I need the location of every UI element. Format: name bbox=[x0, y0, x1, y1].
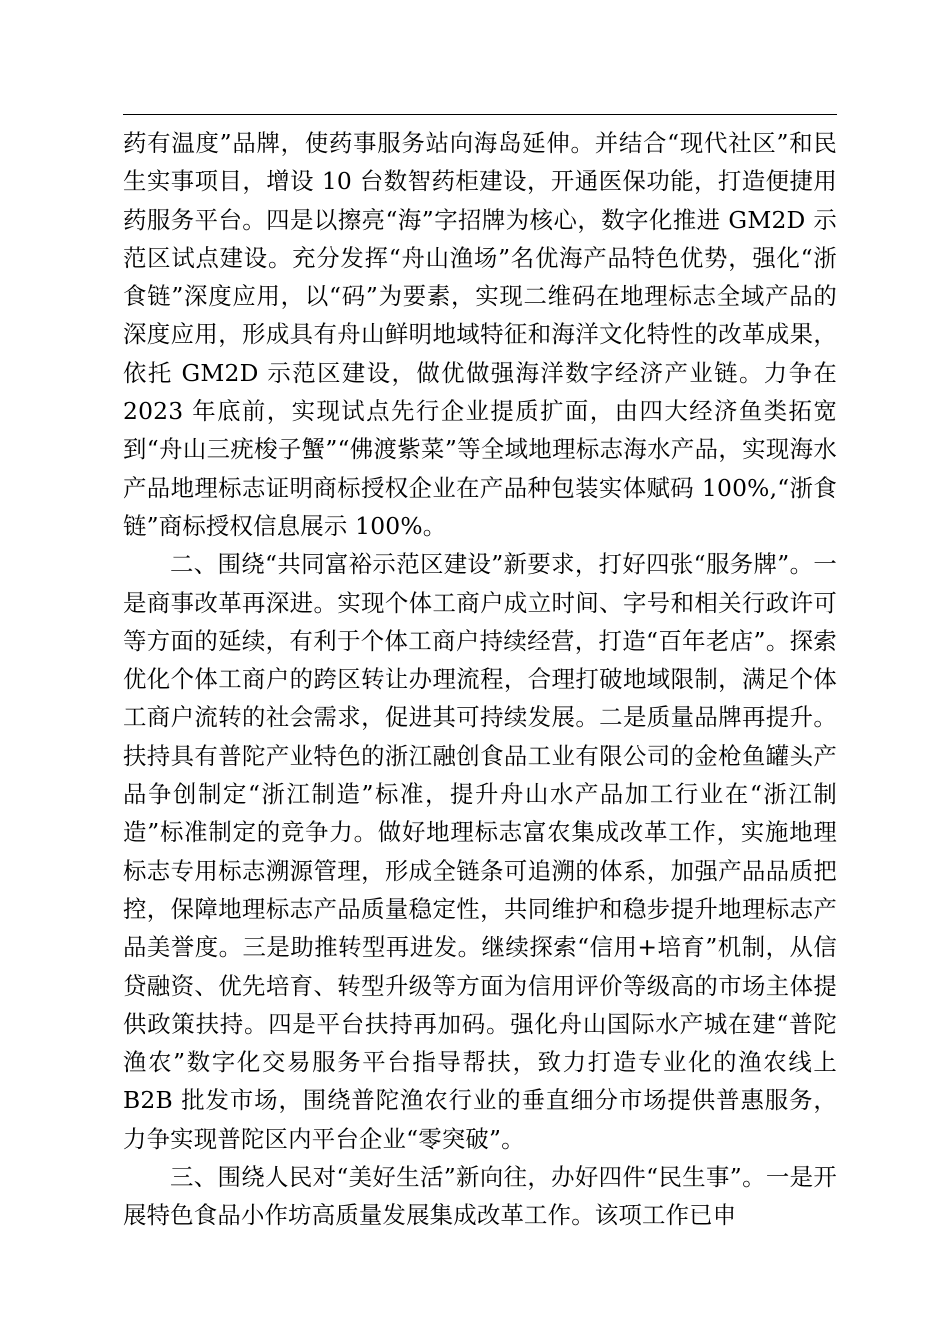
paragraph-section-three: 三、围绕人民对“美好生活”新向往，办好四件“民生事”。一是开展特色食品小作坊高质量发展集成改革工作。该项工作已申 bbox=[123, 1163, 837, 1230]
header-rule bbox=[123, 114, 837, 115]
paragraph-section-two: 二、围绕“共同富裕示范区建设”新要求，打好四张“服务牌”。一是商事改革再深进。实现个体工商户成立时间、字号和相关行政许可等方面的延续，有利于个体工商户持续经营，打造“百年老店”。探索优化个体工商户的跨区转让办理流程，合理打破地域限制，满足个体工商户流转的社会需求，促进其可持续发展。二是质量品牌再提升。扶持具有普陀产业特色的浙江融创食品工业有限公司的金枪鱼罐头产品争创制定“浙江制造”标准，提升舟山水产品加工行业在“浙江制造”标准制定的竞争力。做好地理标志富农集成改革工作，实施地理标志专用标志溯源管理，形成全链条可追溯的体系，加强产品品质把控，保障地理标志产品质量稳定性，共同维护和稳步提升地理标志产品美誉度。三是助推转型再进发。继续探索“信用+培育”机制，从信贷融资、优先培育、转型升级等方面为信用评价等级高的市场主体提供政策扶持。四是平台扶持再加码。强化舟山国际水产城在建“普陀渔农”数字化交易服务平台指导帮扶，致力打造专业化的渔农线上 B2B 批发市场，围绕普陀渔农行业的垂直细分市场提供普惠服务，力争实现普陀区内平台企业“零突破”。 bbox=[123, 550, 837, 1153]
body-text bbox=[123, 124, 837, 1235]
paragraph-continuation: 药有温度”品牌，使药事服务站向海岛延伸。并结合“现代社区”和民生实事项目，增设 10 台数智药柜建设，开通医保功能，打造便捷用药服务平台。四是以擦亮“海”字招牌为核心，数字化推进 GM2D 示范区试点建设。充分发挥“舟山渔场”名优海产品特色优势，强化“浙食链”深度应用，以“码”为要素，实现二维码在地理标志全域产品的深度应用，形成具有舟山鲜明地域特征和海洋文化特性的改革成果，依托 GM2D 示范区建设，做优做强海洋数字经济产业链。力争在 2023 年底前，实现试点先行企业提质扩面，由四大经济鱼类拓宽到“舟山三疣梭子蟹”“佛渡紫菜”等全域地理标志海水产品，实现海水产品地理标志证明商标授权企业在产品种包装实体赋码 100%,“浙食链”商标授权信息展示 100%。 bbox=[123, 129, 837, 540]
